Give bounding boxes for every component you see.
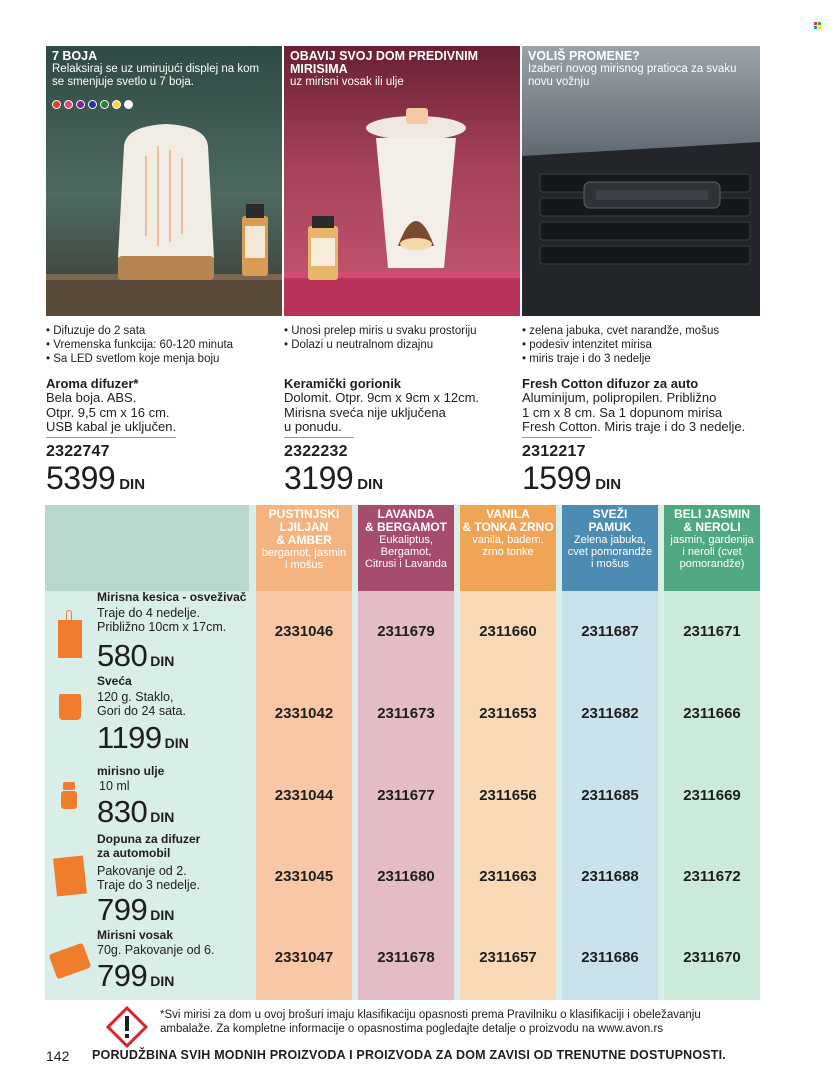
color-dot-red [52,100,61,109]
product-name: Fresh Cotton difuzor za auto [522,376,699,391]
availability-notice: PORUDŽBINA SVIH MODNIH PROIZVODA I PROIZVODA ZA DOM ZAVISI OD TRENUTNE DOSTUPNOSTI. [92,1048,726,1062]
scent-header [256,505,352,591]
code-cell: 2331047 [274,949,334,966]
desc-line: u ponudu. [284,419,342,434]
desc-line: 10 ml [99,779,130,793]
product-name: Aroma difuzer* [46,376,139,391]
scent-header [460,505,556,591]
refill-pack-icon [53,856,87,897]
desc-line: Gori do 24 sata. [97,704,186,718]
product-desc [522,391,745,435]
divider [284,437,354,438]
row-price [97,722,189,759]
scent-notes: Bergamot, [380,546,432,558]
code-cell: 2331042 [274,705,334,722]
row-desc [97,690,186,718]
code-cell: 2311688 [581,868,639,885]
desc-line: 1 cm x 8 cm. Sa 1 dopunom mirisa [522,404,723,420]
price-value: 5399 [46,460,116,496]
row-title: mirisno ulje [97,764,165,778]
code-cell: 2311682 [581,705,639,722]
panel-line: Relaksiraj se uz umirujući displej na kom [52,63,260,75]
price-currency: DIN [150,973,175,989]
code-cell: 2311687 [581,623,639,640]
price-value: 1199 [97,720,162,755]
row-title: Mirisna kesica - osveživač [97,590,247,604]
feature-item: • Sa LED svetlom koje menja boju [46,352,233,366]
price-value: 830 [97,794,148,829]
feature-item: • Dolazi u neutralnom dizajnu [284,338,477,352]
code-cell: 2311669 [683,787,741,804]
product-code: 2322232 [284,443,348,460]
desc-line: Približno 10cm x 17cm. [97,620,227,634]
desc-line: Pakovanje od 2. [97,864,187,878]
code-cell: 2311679 [377,623,435,640]
hazard-footnote [160,1008,760,1036]
panel-caption [290,50,514,89]
product-price [522,462,621,501]
price-currency: DIN [164,735,189,751]
row-desc [99,779,130,793]
row-title: Sveća [97,674,132,688]
row-price [97,796,174,833]
feature-item: • zelena jabuka, cvet narandže, mošus [522,324,719,338]
oil-cap-icon [63,782,75,790]
row-price [97,894,174,931]
row-title-line: za automobil [97,846,171,860]
scent-notes: Zelena jabuka, [573,534,647,546]
row-price [97,960,174,997]
divider [522,437,592,438]
scent-name: VANILA [486,507,530,521]
hazard-warning-icon [106,1006,148,1048]
panel-caption [528,50,754,89]
price-currency: DIN [119,476,146,493]
scent-name: & BERGAMOT [365,520,447,534]
scent-name: SVEŽI [592,507,628,521]
color-dots [52,100,133,109]
scent-notes: cvet pomorandže [567,546,653,558]
row-title: Mirisni vosak [97,928,174,942]
color-dot-green [100,100,109,109]
price-currency: DIN [150,653,175,669]
row-desc [97,606,226,634]
color-dot-yellow [112,100,121,109]
page-number: 142 [46,1048,70,1064]
product-desc [284,391,479,435]
feature-item: • Unosi prelep miris u svaku prostoriju [284,324,477,338]
code-cell: 2331044 [274,787,334,804]
price-value: 1599 [522,460,592,496]
price-currency: DIN [150,907,175,923]
scent-name: & TONKA ZRNO [462,520,554,534]
desc-line: USB kabal je uključen. [46,419,177,434]
desc-line: Dolomit. Otpr. 9cm x 9cm x 12cm. [284,390,480,405]
code-cell: 2311678 [377,949,435,966]
panel-line: novu vožnju [528,76,590,88]
code-cell: 2311686 [581,949,639,966]
scent-header [664,505,760,591]
scent-notes: i mošus [285,559,323,571]
code-cell: 2311663 [479,868,537,885]
color-dot-pink [64,100,73,109]
hero-panel-car [522,46,760,316]
price-currency: DIN [150,809,175,825]
panel-title: VOLIŠ PROMENE? [528,49,640,63]
scent-notes: Eukaliptus, [379,534,433,546]
feature-item: • Vremenska funkcija: 60-120 minuta [46,338,233,352]
desc-line: Traje do 3 nedelje. [97,878,201,892]
code-cell: 2311657 [479,949,537,966]
corner-mark [814,22,821,29]
scent-notes: i neroli (cvet [682,546,742,558]
desc-line: Aluminijum, polipropilen. Približno [522,390,717,405]
scent-notes: Citrusi i Lavanda [365,558,447,570]
panel-title: OBAVIJ SVOJ DOM PREDIVNIM [290,49,478,63]
price-value: 799 [97,892,148,927]
scent-name: PAMUK [588,520,632,534]
product-code: 2322747 [46,443,110,460]
desc-line: Otpr. 9,5 cm x 16 cm. [46,404,170,420]
color-dot-white [124,100,133,109]
divider [46,437,176,438]
product-price [284,462,383,501]
sachet-hook-icon [66,610,72,620]
code-cell: 2311660 [479,623,537,640]
scent-name: LAVANDA [377,507,435,521]
sachet-icon [58,620,82,658]
desc-line: Bela boja. ABS. [46,390,137,405]
desc-line: Mirisna sveća nije uključena [284,404,446,420]
code-cell: 2331045 [274,868,334,885]
row-desc [97,943,214,957]
desc-line: 120 g. Staklo, [97,690,174,704]
code-cell: 2311680 [377,868,435,885]
price-currency: DIN [595,476,622,493]
table-corner [45,505,249,591]
scent-name: LJILJAN [279,520,329,534]
product-desc [46,391,176,435]
scent-name: BELI JASMIN [673,507,750,521]
row-price [97,640,174,677]
features-list [284,324,477,352]
price-value: 3199 [284,460,354,496]
code-cell: 2311653 [479,705,537,722]
hero-panel-diffuser [46,46,282,316]
footnote-line: ambalaže. Za kompletne informacije o opasnostima pogledajte detalje o proizvodu na www.avon.rs [160,1023,664,1035]
code-cell: 2311666 [683,705,741,722]
scent-notes: vanila, badem, [472,534,544,546]
candle-icon [59,694,81,720]
desc-line: Traje do 4 nedelje. [97,606,201,620]
desc-line: 70g. Pakovanje od 6. [97,943,215,957]
feature-item: • podesiv intenzitet mirisa [522,338,719,352]
code-cell: 2331046 [274,623,334,640]
features-list [46,324,233,366]
feature-item: • miris traje i do 3 nedelje [522,352,719,366]
feature-item: • Difuzuje do 2 sata [46,324,233,338]
panel-line: se smenjuje svetlo u 7 boja. [52,76,194,88]
row-title-line: Dopuna za difuzer [97,832,201,846]
footnote-line: *Svi mirisi za dom u ovoj brošuri imaju klasifikaciju opasnosti prema Pravilniku o klasifikaciji i obeležavanju [160,1009,701,1021]
code-cell: 2311672 [683,868,741,885]
code-cell: 2311685 [581,787,639,804]
code-cell: 2311677 [377,787,435,804]
product-price [46,462,145,501]
price-value: 580 [97,638,148,673]
price-currency: DIN [357,476,384,493]
scent-notes: pomorandže) [679,558,745,570]
desc-line: Fresh Cotton. Miris traje i do 3 nedelje. [522,419,746,434]
scent-name: & NEROLI [683,520,741,534]
price-value: 799 [97,958,148,993]
oil-bottle-icon [61,791,77,809]
product-code: 2312217 [522,443,586,460]
color-dot-navy [88,100,97,109]
scent-notes: bergamot, jasmin [261,547,347,559]
scent-notes: zrno tonke [482,546,534,558]
features-list [522,324,719,366]
hero-panel-burner [284,46,520,316]
code-cell: 2311671 [683,623,741,640]
scent-notes: i mošus [591,558,629,570]
scent-header [358,505,454,591]
code-cell: 2311656 [479,787,537,804]
panel-caption [52,50,276,89]
panel-line: Izaberi novog mirisnog pratioca za svaku [528,63,737,75]
scent-header [562,505,658,591]
code-cell: 2311670 [683,949,741,966]
scent-notes: jasmin, gardenija [670,534,754,546]
row-title [97,832,200,860]
product-name: Keramički gorionik [284,376,402,391]
panel-title: 7 BOJA [52,49,98,63]
color-dot-purple [76,100,85,109]
panel-line: uz mirisni vosak ili ulje [290,76,404,88]
scent-name: PUSTINJSKI [268,507,340,521]
code-cell: 2311673 [377,705,435,722]
scent-name: & AMBER [276,533,332,547]
row-desc [97,864,200,892]
panel-title-line2: MIRISIMA [290,62,348,76]
